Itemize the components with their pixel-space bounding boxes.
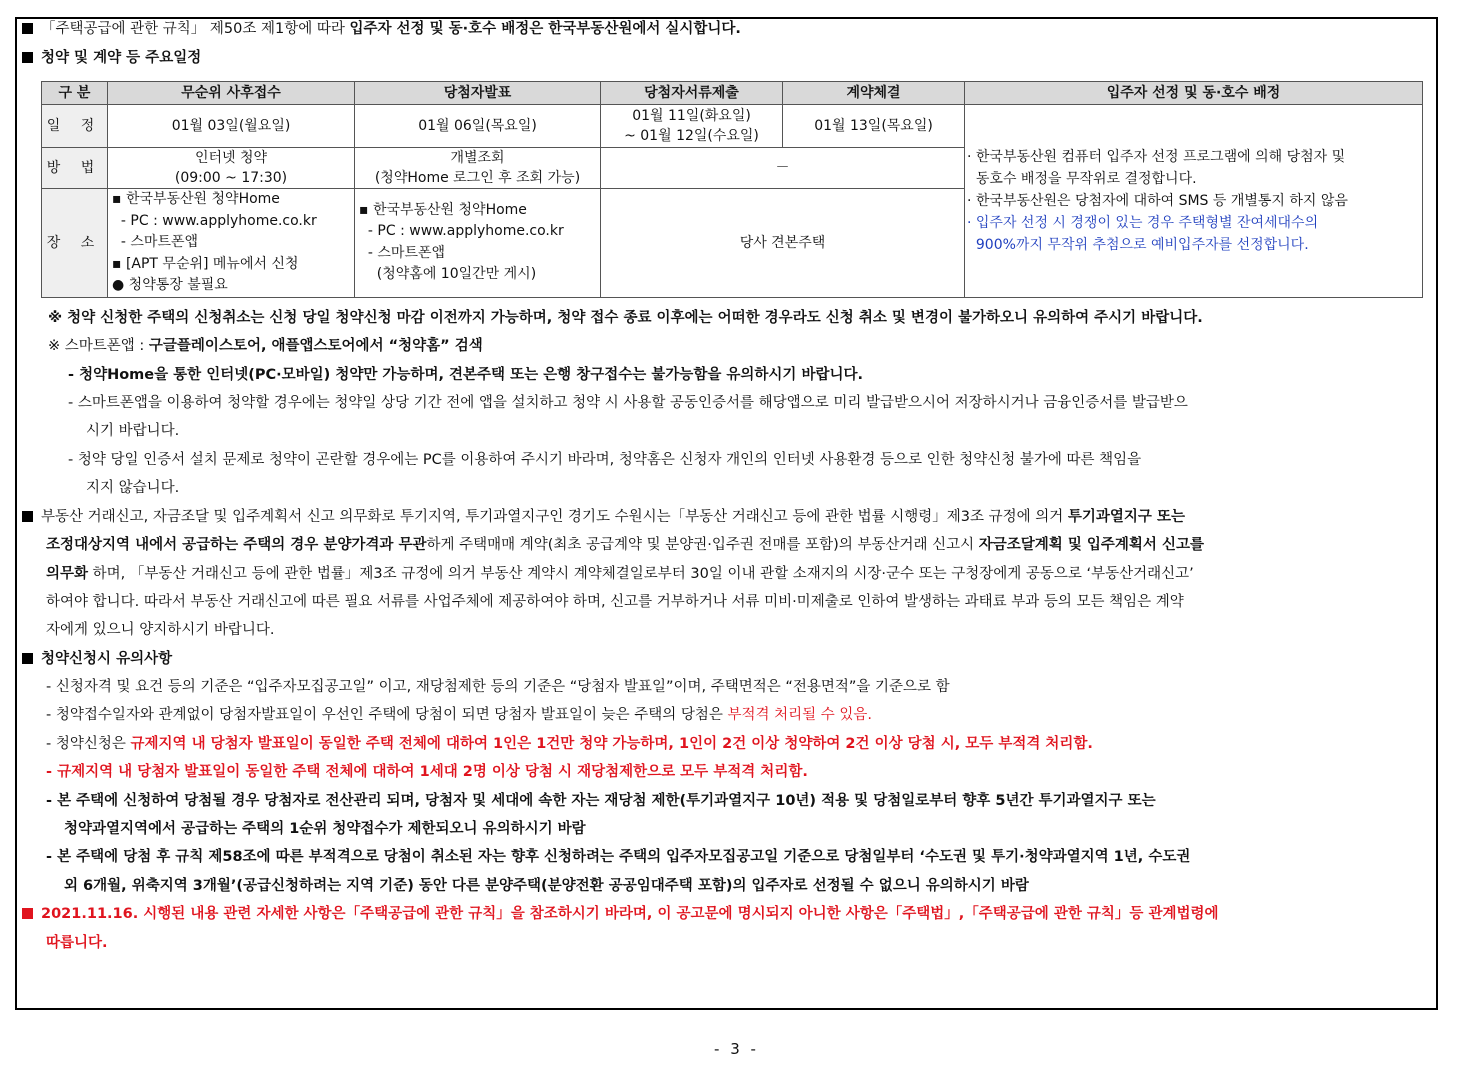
app-note — [48, 336, 483, 356]
report-line-1 — [22, 507, 1185, 527]
col-header: 입주자 선정 및 동·호수 배정 — [965, 82, 1423, 105]
app-install-note: - 스마트폰앱을 이용하여 청약할 경우에는 청약일 상당 기간 전에 앱을 설치하고 청약 시 사용할 공동인증서를 해당앱으로 미리 발급받으시어 저장하시거나 금융인증서를 발급받으 — [68, 395, 1188, 411]
selection-cell — [965, 105, 1423, 298]
announce-date: 01월 06일(목요일) — [355, 105, 601, 148]
apply-date: 01월 03일(월요일) — [108, 105, 355, 148]
rule-line-bold: 입주자 선정 및 동·호수 배정은 한국부동산원에서 실시합니다. — [349, 21, 741, 37]
app-note-prefix: ※ 스마트폰앱 : — [48, 338, 149, 354]
apply-method-line: 인터넷 청약 — [194, 150, 268, 166]
announce-method-line: (청약Home 로그인 후 조회 가능) — [374, 170, 581, 186]
caution-item-cont: 외 6개월, 위축지역 3개월’(공급신청하려는 지역 기준) 동안 다른 분양주택(분양전환 공공임대주택 포함)의 입주자로 선정될 수 없으니 유의하시기 바람 — [64, 878, 1029, 894]
place-line: - PC : www.applyhome.co.kr — [112, 212, 317, 229]
report-text: 하며, 「부동산 거래신고 등에 관한 법률」제3조 규정에 의거 부동산 계약시 계약체결일로부터 30일 이내 관할 소재지의 시장·군수 또는 구청장에게 공동으로 ‘부동산거래신고’ — [88, 566, 1194, 582]
caution-item: - 신청자격 및 요건 등의 기준은 “입주자모집공고일” 이고, 재당첨제한 등의 기준은 “당첨자 발표일”이며, 주택면적은 “전용면적”을 기준으로 함 — [46, 679, 950, 695]
docs-date — [601, 105, 783, 148]
schedule-table — [41, 81, 1423, 298]
caution-item: - 본 주택에 당첨 후 규칙 제58조에 따른 부적격으로 당첨이 취소된 자는 향후 신청하려는 주택의 입주자모집공고일 기준으로 당첨일부터 ‘수도권 및 투기·청약과열지역 1년, 수도권 — [46, 849, 1191, 865]
report-line-4: 하여야 합니다. 따라서 부동산 거래신고에 따른 필요 서류를 사업주체에 제공하여야 하며, 신고를 거부하거나 서류 미비·미제출로 인하여 발생하는 과태료 부과 등의 모든 책임은 계약 — [46, 594, 1184, 610]
caution-red: 규제지역 내 당첨자 발표일이 동일한 주택 전체에 대하여 1인은 1건만 청약 가능하며, 1인이 2건 이상 청약하여 2건 이상 당첨 시, 모두 부적격 처리함. — [130, 736, 1093, 752]
square-bullet-icon — [22, 653, 33, 664]
final-note-cont: 따릅니다. — [46, 935, 108, 951]
place-line: - 스마트폰앱 — [359, 244, 446, 261]
cert-note-cont: 지지 않습니다. — [86, 480, 180, 496]
square-bullet-icon — [22, 23, 33, 34]
report-text: 하게 주택매매 계약(최초 공급계약 및 분양권·입주권 전매를 포함)의 부동산거래 신고시 — [426, 537, 979, 553]
col-header: 당첨자서류제출 — [601, 82, 783, 105]
square-bullet-icon — [22, 908, 33, 919]
schedule-title-text: 청약 및 계약 등 주요일정 — [41, 50, 202, 66]
place-line: (청약홈에 10일간만 게시) — [359, 266, 537, 283]
row-label: 일 정 — [42, 105, 108, 148]
rule-line-text: 「주택공급에 관한 규칙」 제50조 제1항에 따라 — [41, 21, 350, 37]
caution-red: 부적격 처리될 수 있음. — [727, 707, 872, 723]
caution-item: - 규제지역 내 당첨자 발표일이 동일한 주택 전체에 대하여 1세대 2명 이상 당첨 시 재당첨제한으로 모두 부적격 처리함. — [46, 764, 808, 780]
docs-contract-method: － — [601, 148, 965, 189]
caution-text: - 청약접수일자와 관계없이 당첨자발표일이 우선인 주택에 당첨이 되면 당첨자 발표일이 늦은 주택의 당첨은 — [46, 707, 728, 723]
report-bold: 투기과열지구 또는 — [1067, 509, 1185, 525]
final-note-text: 2021.11.16. 시행된 내용 관련 자세한 사항은「주택공급에 관한 규칙」을 참조하시기 바라며, 이 공고문에 명시되지 아니한 사항은「주택법」,「주택공급에 관한 규칙」등 관계법령에 — [41, 906, 1219, 922]
col-header: 계약체결 — [783, 82, 965, 105]
selection-line: · 한국부동산원은 당첨자에 대하여 SMS 등 개별통지 하지 않음 — [967, 192, 1348, 209]
docs-date-start: 01월 11일(화요일) — [632, 108, 751, 124]
row-label: 장 소 — [42, 189, 108, 298]
announce-method-line: 개별조회 — [450, 150, 505, 166]
announce-method — [355, 148, 601, 189]
apply-method-line: (09:00 ~ 17:30) — [174, 170, 288, 186]
cancel-note: ※ 청약 신청한 주택의 신청취소는 신청 당일 청약신청 마감 이전까지 가능하며, 청약 접수 종료 이후에는 어떠한 경우라도 신청 취소 및 변경이 불가하오니 유의하여 주시기 바랍니다. — [48, 310, 1203, 326]
caution-item — [46, 705, 872, 725]
final-note — [22, 904, 1219, 924]
place-line: - 스마트폰앱 — [112, 234, 199, 250]
caution-item — [46, 734, 1093, 754]
apply-place — [108, 189, 355, 298]
table-row — [42, 105, 1423, 148]
row-label: 방 법 — [42, 148, 108, 189]
table-header-row — [42, 82, 1423, 105]
selection-line: 동호수 배정을 무작위로 결정합니다. — [967, 170, 1197, 187]
docs-date-end: ~ 01월 12일(수요일) — [624, 128, 759, 144]
schedule-title — [22, 48, 201, 68]
report-text: 부동산 거래신고, 자금조달 및 입주계획서 신고 의무화로 투기지역, 투기과열지구인 경기도 수원시는「부동산 거래신고 등에 관한 법률 시행령」제3조 규정에 의거 — [41, 509, 1068, 525]
online-only-note: - 청약Home을 통한 인터넷(PC·모바일) 청약만 가능하며, 견본주택 또는 은행 창구접수는 불가능함을 유의하시기 바랍니다. — [68, 367, 863, 383]
caution-title-text: 청약신청시 유의사항 — [41, 651, 173, 667]
docs-contract-place: 당사 견본주택 — [601, 189, 965, 298]
col-header: 무순위 사후접수 — [108, 82, 355, 105]
cert-note: - 청약 당일 인증서 설치 문제로 청약이 곤란할 경우에는 PC를 이용하여 주시기 바라며, 청약홈은 신청자 개인의 인터넷 사용환경 등으로 인한 청약신청 불가에 따른 책임을 — [68, 452, 1142, 468]
place-line: - PC : www.applyhome.co.kr — [359, 223, 564, 240]
caution-item: - 본 주택에 신청하여 당첨될 경우 당첨자로 전산관리 되며, 당첨자 및 세대에 속한 자는 재당첨 제한(투기과열지구 10년) 적용 및 당첨일로부터 향후 5년간 투기과열지구 또는 — [46, 793, 1156, 809]
place-line: ▪ [APT 무순위] 메뉴에서 신청 — [112, 255, 299, 272]
caution-item-cont: 청약과열지역에서 공급하는 주택의 1순위 청약접수가 제한되오니 유의하시기 바람 — [64, 821, 586, 837]
app-install-note-cont: 시기 바랍니다. — [86, 423, 180, 439]
caution-title — [22, 649, 172, 669]
report-line-2 — [46, 535, 1204, 555]
selection-line-blue: 900%까지 무작위 추첨으로 예비입주자를 선정합니다. — [967, 236, 1309, 253]
caution-text: - 청약신청은 — [46, 736, 131, 752]
report-bold: 의무화 — [46, 566, 89, 582]
announce-place — [355, 189, 601, 298]
report-line-5: 자에게 있으니 양지하시기 바랍니다. — [46, 622, 275, 638]
app-note-bold: 구글플레이스토어, 애플앱스토어에서 “청약홈” 검색 — [148, 338, 483, 354]
selection-line-blue: · 입주자 선정 시 경쟁이 있는 경우 주택형별 잔여세대수의 — [967, 214, 1319, 231]
contract-date: 01월 13일(목요일) — [783, 105, 965, 148]
place-line: ● 청약통장 불필요 — [112, 277, 228, 293]
report-line-3 — [46, 564, 1194, 584]
apply-method — [108, 148, 355, 189]
col-header: 당첨자발표 — [355, 82, 601, 105]
page-number: - 3 - — [714, 1040, 759, 1058]
square-bullet-icon — [22, 52, 33, 63]
report-bold: 자금조달계획 및 입주계획서 신고를 — [978, 537, 1204, 553]
square-bullet-icon — [22, 511, 33, 522]
col-header: 구 분 — [42, 82, 108, 105]
place-line: ▪ 한국부동산원 청약Home — [112, 191, 280, 207]
report-bold: 조정대상지역 내에서 공급하는 주택의 경우 분양가격과 무관 — [46, 537, 427, 553]
selection-line: · 한국부동산원 컴퓨터 입주자 선정 프로그램에 의해 당첨자 및 — [967, 148, 1346, 165]
rule-line — [22, 19, 741, 39]
place-line: ▪ 한국부동산원 청약Home — [359, 201, 527, 218]
